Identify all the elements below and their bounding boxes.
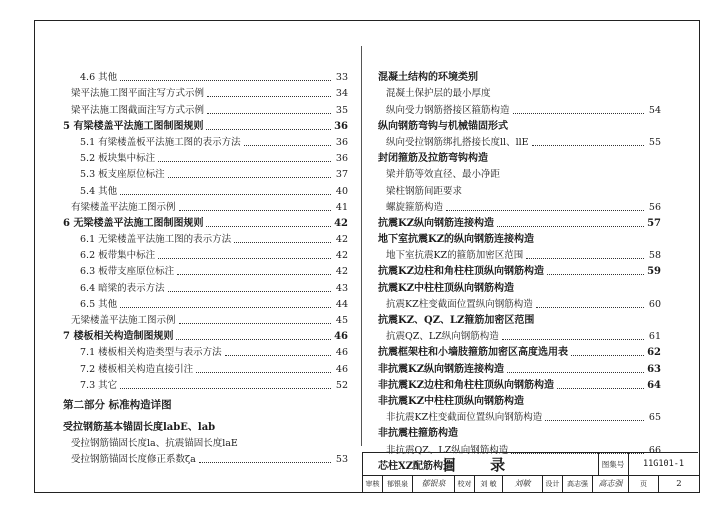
toc-leader-dots: [244, 145, 331, 146]
toc-entry-title: 5.4 其他: [80, 185, 118, 197]
toc-entry-title: 地下室抗震KZ的箍筋加密区范围: [386, 250, 524, 262]
toc-leader-dots: [502, 339, 644, 340]
toc-entry-title: 非抗震QZ、LZ纵向钢筋构造: [386, 444, 509, 456]
toc-entry[interactable]: [63, 214, 348, 230]
toc-entry[interactable]: [63, 418, 348, 434]
toc-entry-page: 46: [335, 347, 348, 359]
toc-entry-title: 6.4 暗梁的表示方法: [80, 282, 165, 294]
toc-leader-dots: [526, 258, 644, 259]
toc-entry-page: 59: [647, 266, 661, 278]
toc-entry-title: 非抗震KZ纵向钢筋连接构造: [378, 363, 504, 375]
toc-entry[interactable]: [63, 359, 348, 375]
toc-leader-dots: [225, 355, 331, 356]
toc-entry-page: 42: [334, 217, 348, 229]
toc-entry[interactable]: [378, 100, 661, 116]
toc-entry-page: 34: [335, 88, 348, 100]
toc-entry[interactable]: [63, 149, 348, 165]
toc-entry-page: 43: [335, 282, 348, 294]
review-label: 审核: [363, 475, 383, 492]
toc-entry-page: 61: [648, 331, 661, 343]
toc-entry[interactable]: [378, 68, 661, 84]
toc-entry[interactable]: [378, 424, 661, 440]
toc-entry[interactable]: [63, 327, 348, 343]
toc-entry-page: 37: [335, 169, 348, 181]
toc-entry-title: 纵向钢筋弯钩与机械锚固形式: [378, 120, 508, 132]
toc-entry[interactable]: [63, 133, 348, 149]
toc-entry-page: 53: [335, 454, 348, 466]
toc-leader-dots: [120, 388, 331, 389]
toc-entry[interactable]: [378, 117, 661, 133]
atlas-number: 11G101-1: [643, 459, 684, 469]
toc-entry-title: 非抗震KZ边柱和角柱柱顶纵向钢筋构造: [378, 379, 554, 391]
toc-entry-title: 7.3 其它: [80, 379, 118, 391]
toc-leader-dots: [507, 372, 644, 373]
document-title: 目 录: [363, 453, 599, 475]
toc-leader-dots: [532, 145, 644, 146]
toc-entry-title: 梁平法施工图截面注写方式示例: [71, 104, 205, 116]
toc-entry[interactable]: [63, 262, 348, 278]
toc-leader-dots: [168, 177, 331, 178]
toc-entry-title: 非抗震柱箍筋构造: [378, 428, 458, 440]
toc-entry[interactable]: [63, 181, 348, 197]
toc-right-column: [378, 68, 661, 473]
toc-entry-page: 63: [647, 363, 661, 375]
toc-leader-dots: [497, 226, 644, 227]
toc-entry[interactable]: [63, 165, 348, 181]
toc-entry-title: 纵向受力钢筋搭接区箍筋构造: [386, 104, 510, 116]
toc-leader-dots: [547, 274, 644, 275]
toc-entry-title: 第二部分 标准构造详图: [63, 398, 172, 411]
toc-entry-page: 36: [334, 120, 348, 132]
toc-leader-dots: [446, 210, 644, 211]
toc-entry[interactable]: [63, 84, 348, 100]
toc-entry-title: 螺旋箍筋构造: [386, 201, 444, 213]
toc-leader-dots: [177, 274, 331, 275]
toc-entry-page: 42: [335, 250, 348, 262]
check-label: 校对: [455, 475, 475, 492]
toc-entry[interactable]: [63, 311, 348, 327]
toc-entry-title: 5.3 板支座原位标注: [80, 169, 165, 181]
toc-entry-title: 非抗震KZ柱变截面位置纵向钢筋构造: [386, 412, 543, 424]
toc-entry-title: 抗震KZ柱变截面位置纵向钢筋构造: [386, 298, 533, 310]
toc-entry-page: 52: [335, 379, 348, 391]
toc-entry-page: 64: [647, 379, 661, 391]
toc-entry-page: 58: [648, 250, 661, 262]
page-number: 2: [676, 478, 682, 489]
toc-entry[interactable]: [378, 327, 661, 343]
toc-entry[interactable]: [378, 359, 661, 375]
toc-entry[interactable]: [378, 376, 661, 392]
toc-entry[interactable]: [63, 68, 348, 84]
toc-entry[interactable]: [63, 246, 348, 262]
toc-entry-title: 封闭箍筋及拉筋弯钩构造: [378, 153, 488, 165]
toc-entry-title: 6.3 板带支座原位标注: [80, 266, 175, 278]
toc-entry[interactable]: [63, 343, 348, 359]
toc-entry-page: 62: [647, 347, 661, 359]
toc-entry[interactable]: [378, 278, 661, 294]
toc-entry-title: 受拉钢筋锚固长度修正系数ζa: [71, 454, 196, 466]
toc-entry-page: 44: [335, 298, 348, 310]
toc-entry[interactable]: [378, 311, 661, 327]
toc-entry-page: 33: [335, 72, 348, 84]
toc-entry[interactable]: [378, 262, 661, 278]
title-block: [362, 452, 698, 492]
toc-leader-dots: [206, 129, 331, 130]
toc-leader-dots: [206, 226, 331, 227]
toc-leader-dots: [199, 462, 331, 463]
toc-entry-page: 36: [335, 153, 348, 165]
toc-entry[interactable]: [378, 214, 661, 230]
atlas-number-label: 图集号: [598, 453, 629, 475]
toc-entry-title: 抗震QZ、LZ纵向钢筋构造: [386, 331, 499, 343]
toc-entry-title: 纵向受拉钢筋绑扎搭接长度ll、llE: [386, 136, 529, 148]
toc-entry-title: 4.6 其他: [80, 72, 118, 84]
toc-entry[interactable]: [378, 165, 661, 181]
toc-leader-dots: [513, 113, 644, 114]
toc-entry[interactable]: [63, 230, 348, 246]
toc-entry-page: 66: [648, 444, 661, 456]
toc-entry[interactable]: [63, 295, 348, 311]
toc-entry[interactable]: [63, 278, 348, 294]
toc-entry-page: 56: [648, 201, 661, 213]
toc-entry[interactable]: [378, 149, 661, 165]
toc-entry-page: 45: [335, 315, 348, 326]
toc-entry-title: 5 有梁楼盖平法施工图制图规则: [63, 120, 204, 132]
toc-leader-dots: [168, 291, 331, 292]
toc-entry[interactable]: [378, 295, 661, 311]
toc-entry-title: 受拉钢筋锚固长度la、抗震锚固长度laE: [71, 438, 238, 450]
toc-entry-page: 65: [648, 412, 661, 424]
toc-entry[interactable]: [378, 198, 661, 214]
reviewer-name: 郁银泉: [383, 475, 413, 492]
toc-leader-dots: [158, 161, 331, 162]
toc-entry[interactable]: [378, 84, 661, 100]
toc-entry-title: 混凝土保护层的最小厚度: [386, 88, 491, 100]
toc-entry[interactable]: [378, 230, 661, 246]
toc-leader-dots: [536, 307, 644, 308]
toc-entry[interactable]: [378, 246, 661, 262]
toc-left-column: [63, 68, 348, 466]
designer-signature: 高志强: [593, 475, 629, 492]
toc-leader-dots: [158, 258, 331, 259]
toc-entry-title: 7.2 楼板相关构造直接引注: [80, 363, 194, 375]
toc-entry-page: 36: [335, 136, 348, 148]
toc-entry-title: 梁柱钢筋间距要求: [386, 185, 463, 197]
toc-entry-title: 抗震框架柱和小墙肢箍筋加密区高度选用表: [378, 347, 568, 359]
toc-entry-page: 35: [335, 104, 348, 116]
page-label: 页: [629, 475, 659, 492]
toc-entry-title: 抗震KZ边柱和角柱柱顶纵向钢筋构造: [378, 266, 544, 278]
toc-entry[interactable]: [63, 434, 348, 450]
design-label: 设计: [543, 475, 563, 492]
toc-entry-title: 5.1 有梁楼盖板平法施工图的表示方法: [80, 136, 241, 148]
toc-entry-title: 芯柱XZ配筋构造: [378, 460, 454, 472]
toc-entry-page: 41: [335, 201, 348, 213]
toc-entry[interactable]: [378, 181, 661, 197]
toc-entry[interactable]: [63, 450, 348, 466]
toc-leader-dots: [120, 307, 331, 308]
toc-entry-title: 5.2 板块集中标注: [80, 153, 156, 165]
toc-entry-title: 抗震KZ、QZ、LZ箍筋加密区范围: [378, 315, 535, 326]
toc-entry[interactable]: [63, 376, 348, 392]
toc-entry-page: 42: [335, 266, 348, 278]
toc-leader-dots: [179, 210, 331, 211]
toc-entry-title: 梁并筋等效直径、最小净距: [386, 169, 501, 181]
toc-entry-title: 梁平法施工图平面注写方式示例: [71, 88, 205, 100]
toc-entry-title: 抗震KZ纵向钢筋连接构造: [378, 217, 494, 229]
checker-signature: 刘敏: [503, 475, 543, 492]
toc-entry-title: 7.1 楼板相关构造类型与表示方法: [80, 347, 222, 359]
reviewer-signature: 郁银泉: [413, 475, 455, 492]
toc-entry-page: 57: [647, 217, 661, 229]
toc-entry-title: 混凝土结构的环境类别: [378, 72, 478, 84]
toc-entry[interactable]: [378, 133, 661, 149]
toc-entry-title: 有梁楼盖平法施工图示例: [71, 201, 176, 213]
toc-entry-title: 抗震KZ中柱柱顶纵向钢筋构造: [378, 282, 514, 294]
column-divider: [361, 46, 362, 446]
toc-leader-dots: [571, 355, 644, 356]
toc-entry-page: 46: [335, 363, 348, 375]
toc-entry-title: 7 楼板相关构造制图规则: [63, 331, 174, 343]
toc-leader-dots: [120, 80, 331, 81]
toc-entry-page: 40: [335, 185, 348, 197]
toc-leader-dots: [234, 242, 331, 243]
toc-entry[interactable]: [378, 392, 661, 408]
toc-leader-dots: [545, 420, 644, 421]
toc-part-heading[interactable]: [63, 392, 348, 418]
toc-entry-page: 42: [335, 234, 348, 246]
toc-entry-title: 地下室抗震KZ的纵向钢筋连接构造: [378, 234, 534, 246]
designer-name: 高志强: [563, 475, 593, 492]
toc-entry-title: 无梁楼盖平法施工图示例: [71, 315, 176, 326]
toc-entry-title: 受拉钢筋基本锚固长度labE、lab: [63, 421, 216, 433]
toc-leader-dots: [179, 323, 331, 324]
toc-entry[interactable]: [378, 408, 661, 424]
toc-leader-dots: [196, 372, 331, 373]
toc-entry-page: 46: [334, 331, 348, 343]
toc-leader-dots: [120, 194, 331, 195]
toc-entry-page: 60: [648, 298, 661, 310]
toc-entry[interactable]: [378, 343, 661, 359]
toc-entry-page: 55: [648, 136, 661, 148]
toc-entry[interactable]: [63, 100, 348, 116]
toc-entry[interactable]: [63, 198, 348, 214]
toc-entry-title: 6.5 其他: [80, 298, 118, 310]
toc-entry-page: 54: [648, 104, 661, 116]
toc-entry-title: 6.1 无梁楼盖平法施工图的表示方法: [80, 234, 232, 246]
checker-name: 刘 敏: [475, 475, 503, 492]
toc-entry-title: 6 无梁楼盖平法施工图制图规则: [63, 217, 204, 229]
toc-entry[interactable]: [63, 117, 348, 133]
toc-leader-dots: [207, 113, 331, 114]
toc-entry-title: 非抗震KZ中柱柱顶纵向钢筋构造: [378, 395, 524, 407]
toc-leader-dots: [176, 339, 331, 340]
toc-leader-dots: [207, 96, 331, 97]
toc-leader-dots: [557, 388, 644, 389]
toc-entry-title: 6.2 板带集中标注: [80, 250, 156, 262]
